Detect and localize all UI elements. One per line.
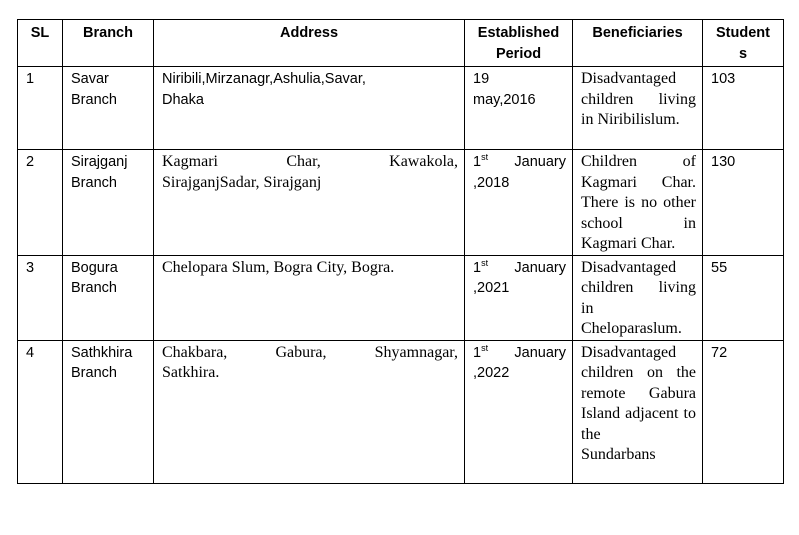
header-branch: Branch (63, 20, 154, 67)
cell-sl: 3 (18, 255, 63, 340)
cell-students: 55 (703, 255, 784, 340)
header-students: Student s (703, 20, 784, 67)
cell-branch: Sirajganj Branch (63, 150, 154, 256)
cell-sl: 2 (18, 150, 63, 256)
cell-beneficiaries: Disadvantaged children living in Niribilislum. (573, 67, 703, 150)
cell-established: 1st January ,2022 (465, 340, 573, 483)
cell-established: 1st January ,2018 (465, 150, 573, 256)
table-row (18, 255, 784, 340)
cell-students: 72 (703, 340, 784, 483)
cell-students: 103 (703, 67, 784, 150)
header-established-period: Established Period (465, 20, 573, 67)
branches-table (17, 19, 784, 484)
cell-sl: 4 (18, 340, 63, 483)
cell-beneficiaries: Children of Kagmari Char. There is no other school in Kagmari Char. (573, 150, 703, 256)
cell-address: Kagmari Char, Kawakola, SirajganjSadar, Sirajganj (154, 150, 465, 256)
cell-established: 19 may,2016 (465, 67, 573, 150)
cell-branch: Sathkhira Branch (63, 340, 154, 483)
cell-beneficiaries: Disadvantaged children on the remote Gabura Island adjacent to the Sundarbans (573, 340, 703, 483)
cell-branch: Savar Branch (63, 67, 154, 150)
cell-students: 130 (703, 150, 784, 256)
cell-address: Niribili,Mirzanagr,Ashulia,Savar, Dhaka (154, 67, 465, 150)
cell-sl: 1 (18, 67, 63, 150)
header-sl: SL (18, 20, 63, 67)
cell-address: Chelopara Slum, Bogra City, Bogra. (154, 255, 465, 340)
header-beneficiaries: Beneficiaries (573, 20, 703, 67)
table-row (18, 340, 784, 483)
cell-established: 1st January ,2021 (465, 255, 573, 340)
cell-beneficiaries: Disadvantaged children living in Cheloparaslum. (573, 255, 703, 340)
table-row (18, 67, 784, 150)
table-row (18, 150, 784, 256)
cell-address: Chakbara, Gabura, Shyamnagar, Satkhira. (154, 340, 465, 483)
header-address: Address (154, 20, 465, 67)
header-row (18, 20, 784, 67)
cell-branch: Bogura Branch (63, 255, 154, 340)
